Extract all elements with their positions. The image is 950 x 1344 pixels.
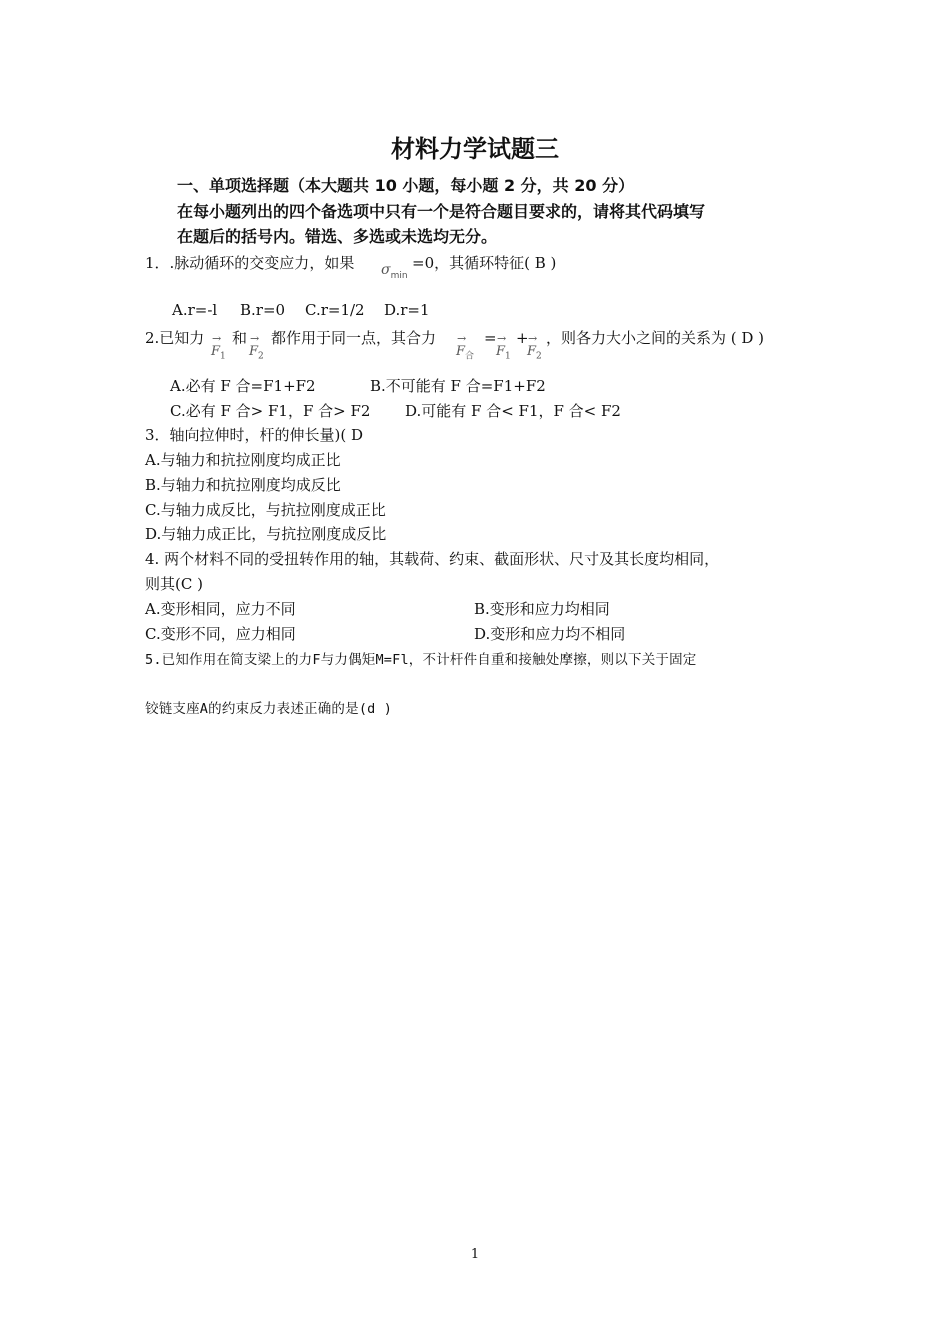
q4-option-c: C.变形不同，应力相同 — [145, 625, 296, 643]
q4-stem-line-2: 则其(C ) — [145, 575, 203, 593]
q4-option-b: B.变形和应力均相同 — [474, 600, 610, 618]
q2-option-b: B.不可能有 F 合=F1+F2 — [370, 377, 546, 395]
q5-stem-line-2: 铰链支座A的约束反力表述正确的是(d ) — [145, 701, 393, 717]
q2-option-d: D.可能有 F 合< F1，F 合< F2 — [405, 402, 621, 420]
q3-option-d: D.与轴力成正比，与抗拉刚度成反比 — [145, 525, 387, 543]
q4-option-a: A.变形相同，应力不同 — [145, 600, 296, 618]
q2-stem-middle: 都作用于同一点，其合力 — [271, 329, 437, 347]
q2-plus: + — [516, 329, 529, 347]
q3-option-a: A.与轴力和抗拉刚度均成正比 — [145, 451, 341, 469]
q2-and: 和 — [232, 329, 248, 347]
q4-stem-line-1: 4. 两个材料不同的受扭转作用的轴，其载荷、约束、截面形状、尺寸及其长度均相同， — [145, 550, 720, 568]
q1-option-b: B.r=0 — [240, 301, 286, 319]
q3-stem: 3．轴向拉伸时，杆的伸长量)( D — [145, 426, 364, 444]
page-number: 1 — [470, 1247, 480, 1262]
vector-f-resultant: → $F_合$ — [456, 332, 475, 362]
q1-option-c: C.r=1/2 — [305, 301, 365, 319]
page-title: 材料力学试题三 — [391, 135, 559, 163]
section-instruction-line-2: 在题后的括号内。错选、多选或未选均无分。 — [177, 227, 498, 246]
q1-option-d: D.r=1 — [384, 301, 430, 319]
q4-option-d: D.变形和应力均不相同 — [474, 625, 626, 643]
q2-stem-end: ，则各力大小之间的关系为 ( D ) — [546, 329, 765, 347]
vector-f2: → $F_2$ — [249, 332, 264, 362]
q2-equals: = — [484, 329, 497, 347]
q1-option-a: A.r=-l — [172, 301, 218, 319]
section-instruction-line-1: 在每小题列出的四个备选项中只有一个是符合题目要求的，请将其代码填写 — [177, 202, 706, 221]
q2-option-a: A.必有 F 合=F1+F2 — [170, 377, 316, 395]
q2-option-c: C.必有 F 合> F1，F 合> F2 — [170, 402, 371, 420]
q5-stem-line-1: 5.已知作用在简支梁上的力F与力偶矩M=Fl，不计杆件自重和接触处摩擦，则以下关于固定 — [145, 652, 697, 668]
q3-option-c: C.与轴力成反比，与抗拉刚度成正比 — [145, 501, 386, 519]
vector-f2-sum: → $F_2$ — [527, 332, 542, 362]
q2-stem-start: 2.已知力 — [145, 329, 205, 347]
vector-f1: → $F_1$ — [211, 332, 226, 362]
q3-option-b: B.与轴力和抗拉刚度均成反比 — [145, 476, 341, 494]
sigma-min-symbol: $\sigma_{min}$ — [381, 262, 408, 281]
q1-stem-start: 1．.脉动循环的交变应力，如果 — [145, 254, 355, 272]
section-heading: 一、单项选择题（本大题共 10 小题，每小题 2 分，共 20 分） — [177, 176, 635, 195]
vector-f1-sum: → $F_1$ — [496, 332, 511, 362]
q1-stem-end: =0，其循环特征( B ) — [412, 254, 557, 272]
